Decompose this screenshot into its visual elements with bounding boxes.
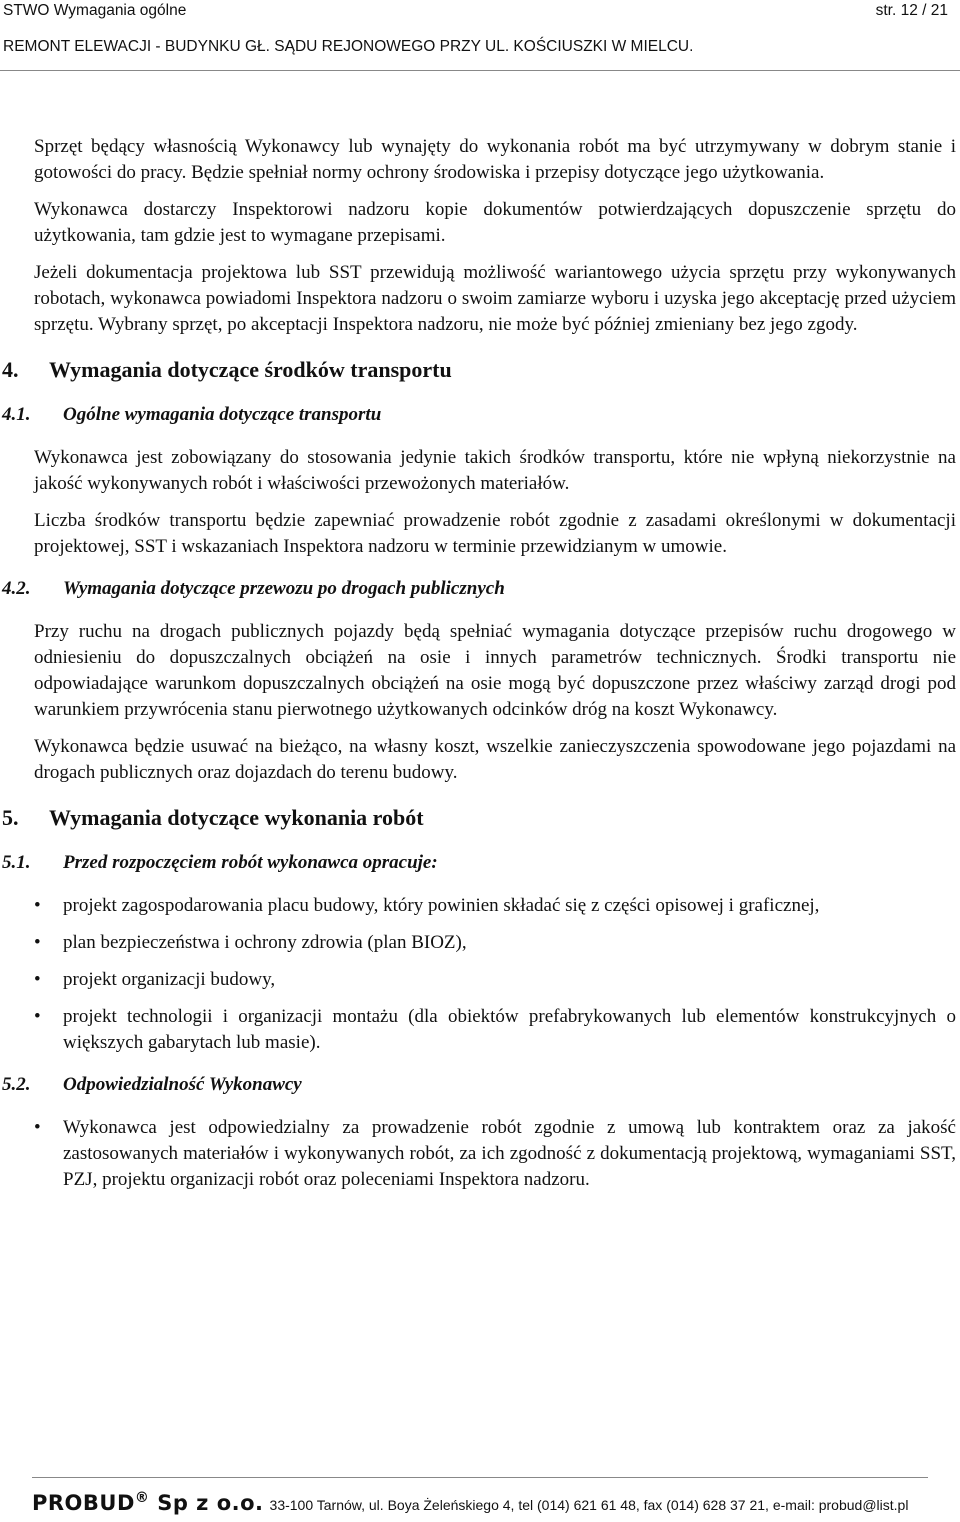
company-logo <box>32 1491 264 1515</box>
list-item-text: projekt zagospodarowania placu budowy, który powinien składać się z części opisowej i graficznej, <box>63 895 820 916</box>
subsection-title: Wymagania dotyczące przewozu po drogach publicznych <box>63 578 505 599</box>
subsection-number: 4.2. <box>2 578 31 599</box>
paragraph: Sprzęt będący własnością Wykonawcy lub wynajęty do wykonania robót ma być utrzymywany w dobrym stanie i gotowości do pracy. Będzie spełniał normy ochrony środowiska i przepisy dotyczące jego użytkowania. <box>34 136 956 183</box>
subsection-title: Ogólne wymagania dotyczące transportu <box>63 404 382 425</box>
subsection-number: 5.2. <box>2 1074 31 1095</box>
section-title: Wymagania dotyczące wykonania robót <box>49 805 424 830</box>
company-address: 33-100 Tarnów, ul. Boya Żeleńskiego 4, tel (014) 621 61 48, fax (014) 628 37 21, e-mail: probud@list.pl <box>269 1497 909 1513</box>
footer-divider <box>32 1477 928 1478</box>
paragraph: Jeżeli dokumentacja projektowa lub SST przewidują możliwość wariantowego użycia sprzętu przy wykonywanych robotach, wykonawca powiadomi Inspektora nadzoru o swoim zamiarze wyboru i uzyska jego akceptację przed użyciem sprzętu. Wybrany sprzęt, po akceptacji Inspektora nadzoru, nie może być później zmieniany bez jego zgody. <box>34 262 956 335</box>
registered-mark: ® <box>134 1490 150 1506</box>
subsection-heading-5-2 <box>2 1072 956 1098</box>
bullet-icon: • <box>34 932 41 953</box>
subsection-heading-4-1 <box>2 402 956 428</box>
document-body <box>2 134 956 1205</box>
bullet-list <box>34 893 956 1056</box>
paragraph: Wykonawca jest zobowiązany do stosowania jedynie takich środków transportu, które nie wpłyną niekorzystnie na jakość wykonywanych robót i właściwości przewożonych materiałów. <box>34 447 956 494</box>
paragraph: Wykonawca będzie usuwać na bieżąco, na własny koszt, wszelkie zanieczyszczenia spowodowane jego pojazdami na drogach publicznych oraz dojazdach do terenu budowy. <box>34 736 956 783</box>
paragraph: Wykonawca dostarczy Inspektorowi nadzoru kopie dokumentów potwierdzających dopuszczenie sprzętu do użytkowania, tam gdzie jest to wymagane przepisami. <box>34 199 956 246</box>
document-subtitle: REMONT ELEWACJI - BUDYNKU GŁ. SĄDU REJONOWEGO PRZY UL. KOŚCIUSZKI W MIELCU. <box>3 38 694 55</box>
page-footer <box>32 1490 952 1515</box>
section-number: 4. <box>2 357 19 382</box>
paragraph: Przy ruchu na drogach publicznych pojazdy będą spełniać wymagania dotyczące przepisów ruchu drogowego w odniesieniu do dopuszczalnych obciążeń na osie i innych parametrów technicznych. Środki transportu nie odpowiadające warunkom dopuszczalnych obciążeń na osie mogą być dopuszczone przez właściwy zarząd drogi pod warunkiem przywrócenia stanu pierwotnego użytkowanych odcinków dróg na koszt Wykonawcy. <box>34 621 956 720</box>
section-heading-4 <box>2 356 956 384</box>
bullet-icon: • <box>34 1006 41 1027</box>
page-number: str. 12 / 21 <box>875 2 948 19</box>
subsection-heading-5-1 <box>2 850 956 876</box>
logo-text: PROBUD <box>32 1491 135 1515</box>
bullet-icon: • <box>34 1117 41 1138</box>
list-item-text: Wykonawca jest odpowiedzialny za prowadzenie robót zgodnie z umową lub kontraktem oraz za jakość zastosowanych materiałów i wykonywanych robót, za ich zgodność z dokumentacją projektową, wymaganiami SST, PZJ, projektu organizacji robót oraz poleceniami Inspektora nadzoru. <box>63 1117 956 1190</box>
section-heading-5 <box>2 804 956 832</box>
list-item-text: plan bezpieczeństwa i ochrony zdrowia (plan BIOZ), <box>63 932 467 953</box>
list-item <box>34 1004 956 1056</box>
bullet-list <box>34 1115 956 1193</box>
paragraph: Liczba środków transportu będzie zapewniać prowadzenie robót zgodnie z zasadami określonymi w dokumentacji projektowej, SST i wskazaniach Inspektora nadzoru w terminie przewidzianym w umowie. <box>34 510 956 557</box>
document-title: STWO Wymagania ogólne <box>3 2 187 19</box>
logo-suffix: Sp z o.o. <box>157 1491 264 1515</box>
subsection-number: 4.1. <box>2 404 31 425</box>
section-number: 5. <box>2 805 19 830</box>
page-header <box>0 0 960 72</box>
list-item <box>34 1115 956 1193</box>
list-item-text: projekt organizacji budowy, <box>63 969 276 990</box>
bullet-icon: • <box>34 895 41 916</box>
subsection-number: 5.1. <box>2 852 31 873</box>
list-item-text: projekt technologii i organizacji montażu (dla obiektów prefabrykowanych lub elementów konstrukcyjnych o większych gabarytach lub masie). <box>63 1006 956 1053</box>
subsection-heading-4-2 <box>2 576 956 602</box>
header-divider <box>0 70 960 71</box>
list-item <box>34 930 956 956</box>
subsection-title: Odpowiedzialność Wykonawcy <box>63 1074 302 1095</box>
subsection-title: Przed rozpoczęciem robót wykonawca opracuje: <box>63 852 438 873</box>
list-item <box>34 967 956 993</box>
list-item <box>34 893 956 919</box>
section-title: Wymagania dotyczące środków transportu <box>49 357 452 382</box>
bullet-icon: • <box>34 969 41 990</box>
